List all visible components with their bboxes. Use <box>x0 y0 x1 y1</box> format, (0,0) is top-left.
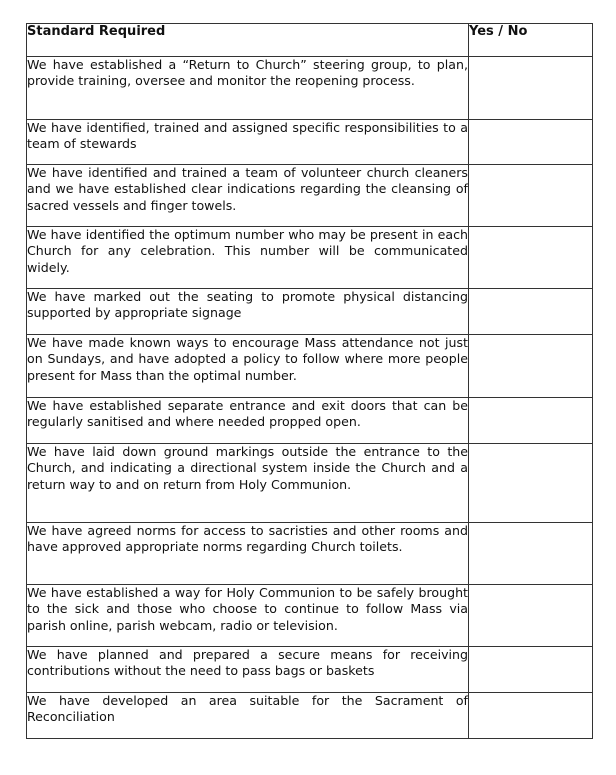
table-header-row <box>27 24 593 57</box>
table-row <box>27 398 593 444</box>
table-row <box>27 444 593 523</box>
header-standard-required: Standard Required <box>27 24 469 57</box>
table-row <box>27 120 593 165</box>
yes-no-cell[interactable] <box>469 165 593 227</box>
standard-cell: We have agreed norms for access to sacristies and other rooms and have approved appropriate norms regarding Church toilets. <box>27 523 469 585</box>
yes-no-cell[interactable] <box>469 523 593 585</box>
standard-cell: We have identified, trained and assigned specific responsibilities to a team of stewards <box>27 120 469 165</box>
table-row <box>27 289 593 335</box>
table-row <box>27 647 593 693</box>
table-row <box>27 335 593 398</box>
standard-cell: We have laid down ground markings outside the entrance to the Church, and indicating a directional system inside the Church and a return way to and on return from Holy Communion. <box>27 444 469 523</box>
yes-no-cell[interactable] <box>469 444 593 523</box>
standard-cell: We have made known ways to encourage Mass attendance not just on Sundays, and have adopted a policy to follow where more people present for Mass than the optimal number. <box>27 335 469 398</box>
table-row <box>27 227 593 289</box>
yes-no-cell[interactable] <box>469 57 593 120</box>
table-row <box>27 693 593 739</box>
yes-no-cell[interactable] <box>469 335 593 398</box>
yes-no-cell[interactable] <box>469 585 593 647</box>
standard-cell: We have planned and prepared a secure means for receiving contributions without the need to pass bags or baskets <box>27 647 469 693</box>
table-row <box>27 165 593 227</box>
table-row <box>27 585 593 647</box>
yes-no-cell[interactable] <box>469 289 593 335</box>
yes-no-cell[interactable] <box>469 398 593 444</box>
yes-no-cell[interactable] <box>469 693 593 739</box>
standards-checklist-table <box>26 23 593 739</box>
standard-cell: We have established separate entrance and exit doors that can be regularly sanitised and where needed propped open. <box>27 398 469 444</box>
standard-cell: We have identified and trained a team of volunteer church cleaners and we have established clear indications regarding the cleansing of sacred vessels and finger towels. <box>27 165 469 227</box>
table-row <box>27 523 593 585</box>
standard-cell: We have identified the optimum number who may be present in each Church for any celebration. This number will be communicated widely. <box>27 227 469 289</box>
standard-cell: We have developed an area suitable for the Sacrament of Reconciliation <box>27 693 469 739</box>
standard-cell: We have established a “Return to Church” steering group, to plan, provide training, oversee and monitor the reopening process. <box>27 57 469 120</box>
yes-no-cell[interactable] <box>469 647 593 693</box>
yes-no-cell[interactable] <box>469 120 593 165</box>
standard-cell: We have marked out the seating to promote physical distancing supported by appropriate signage <box>27 289 469 335</box>
table-row <box>27 57 593 120</box>
standard-cell: We have established a way for Holy Communion to be safely brought to the sick and those who choose to continue to follow Mass via parish online, parish webcam, radio or television. <box>27 585 469 647</box>
yes-no-cell[interactable] <box>469 227 593 289</box>
header-yes-no: Yes / No <box>469 24 593 57</box>
